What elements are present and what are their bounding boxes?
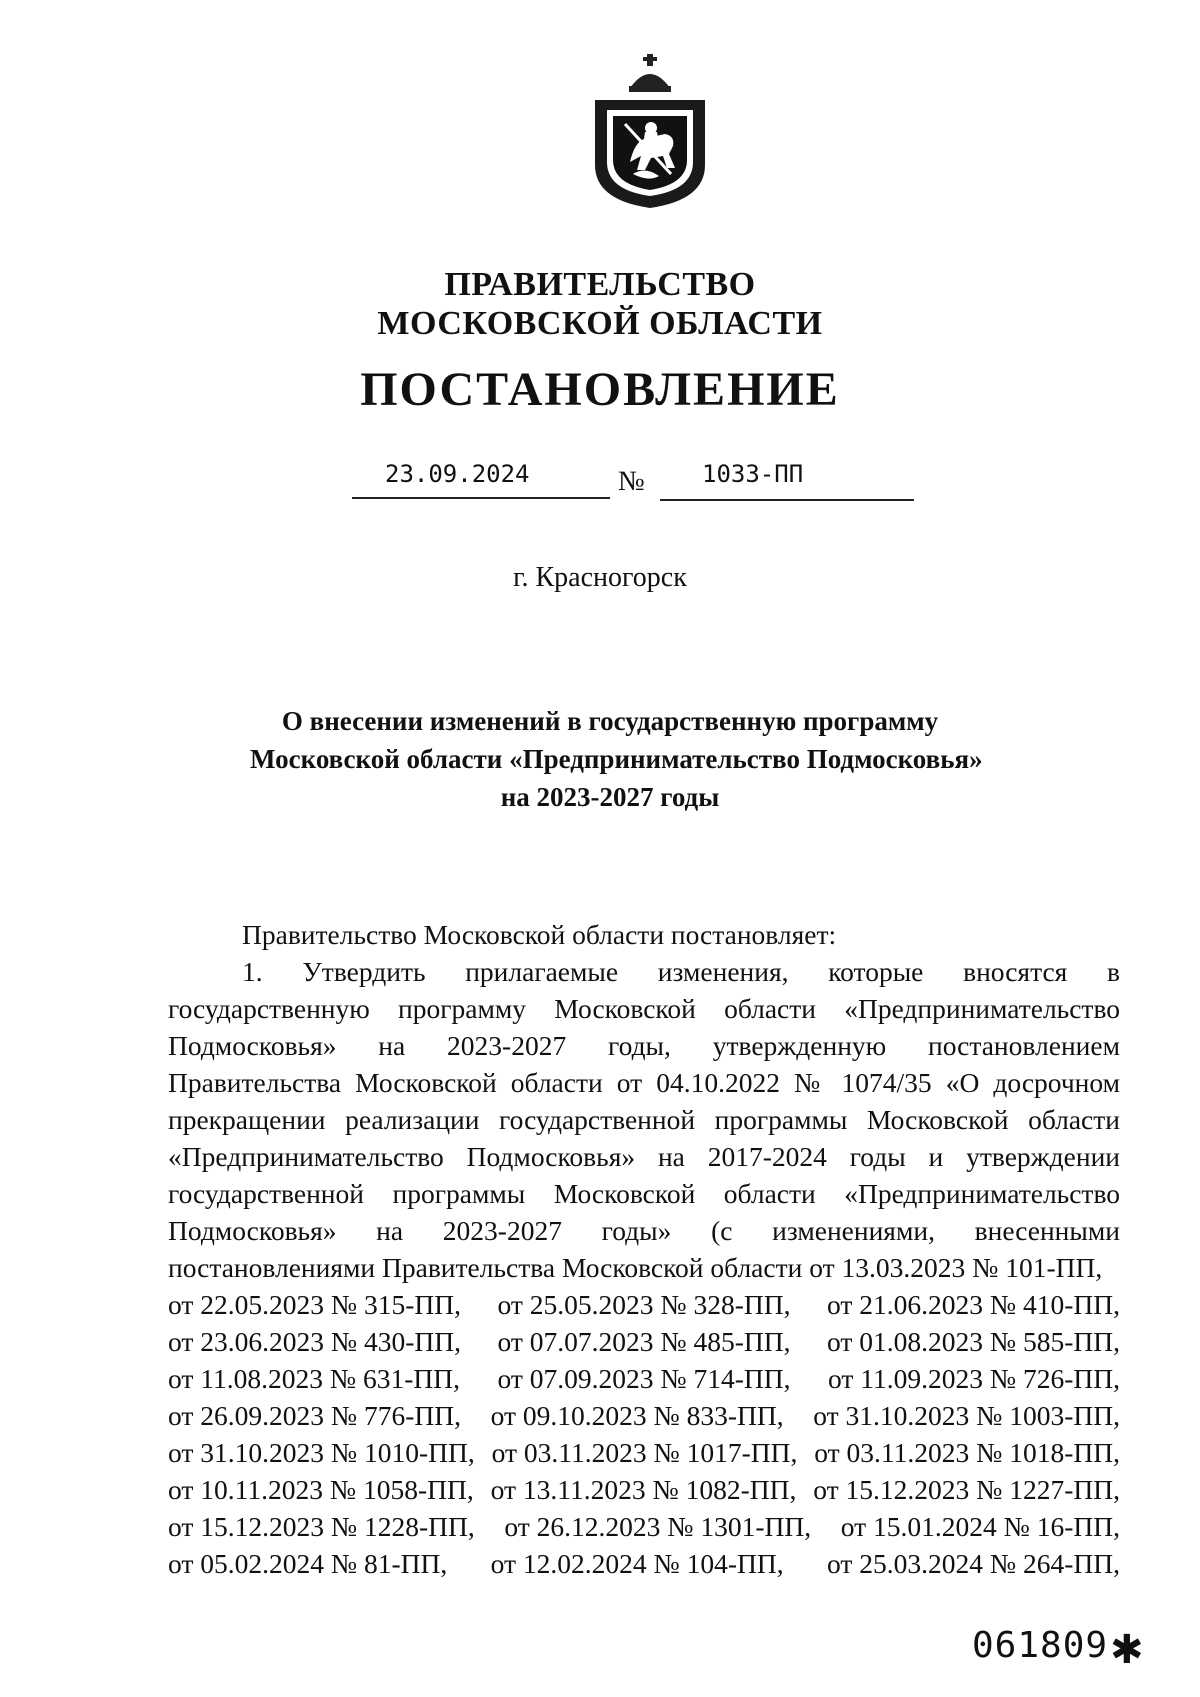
amendment-reference: от 25.05.2023 № 328-ПП, — [497, 1289, 791, 1320]
amendment-reference: от 11.08.2023 № 631-ПП, — [168, 1363, 460, 1394]
amendment-reference: от 05.02.2024 № 81-ПП, — [168, 1548, 448, 1579]
amendment-row — [168, 1397, 1120, 1434]
document-serial-number: 061809 — [972, 1625, 1109, 1666]
date-underline — [352, 497, 610, 499]
subject-line-2: Московской области «Предпринимательство Подмосковья» — [250, 744, 983, 774]
amendment-reference: от 10.11.2023 № 1058-ПП, — [168, 1474, 474, 1505]
number-sign: № — [618, 466, 645, 497]
document-subject — [250, 702, 983, 816]
amendment-reference: от 21.06.2023 № 410-ПП, — [826, 1289, 1120, 1320]
amendment-reference: от 07.09.2023 № 714-ПП, — [497, 1363, 791, 1394]
amendment-reference: от 22.05.2023 № 315-ПП, — [168, 1289, 462, 1320]
amendment-row — [168, 1508, 1120, 1545]
amendment-row — [168, 1360, 1120, 1397]
amendment-reference: от 15.12.2023 № 1228-ПП, — [168, 1511, 475, 1542]
subject-line-3: на 2023-2027 годы — [500, 782, 720, 812]
org-name-line1: ПРАВИТЕЛЬСТВО — [444, 266, 756, 303]
amendment-row — [168, 1434, 1120, 1471]
document-number: 1033-ПП — [702, 460, 804, 488]
amendment-reference: от 15.01.2024 № 16-ПП, — [840, 1511, 1120, 1542]
amendment-reference: от 12.02.2024 № 104-ПП, — [490, 1548, 784, 1579]
amendment-row — [168, 1286, 1120, 1323]
amendment-row — [168, 1545, 1120, 1582]
amendment-reference: от 26.12.2023 № 1301-ПП, — [504, 1511, 812, 1542]
document-type-title: ПОСТАНОВЛЕНИЕ — [360, 363, 840, 416]
amendment-reference: от 26.09.2023 № 776-ПП, — [168, 1400, 462, 1431]
amendment-reference: от 15.12.2023 № 1227-ПП, — [813, 1474, 1120, 1505]
amendment-reference: от 31.10.2023 № 1010-ПП, — [168, 1437, 475, 1468]
amendment-reference: от 09.10.2023 № 833-ПП, — [490, 1400, 784, 1431]
amendment-reference: от 01.08.2023 № 585-ПП, — [826, 1326, 1120, 1357]
amendment-row — [168, 1323, 1120, 1360]
amendment-reference: от 25.03.2024 № 264-ПП, — [826, 1548, 1120, 1579]
amendment-reference: от 23.06.2023 № 430-ПП, — [168, 1326, 462, 1357]
number-underline — [660, 499, 914, 501]
org-name-line2: МОСКОВСКОЙ ОБЛАСТИ — [377, 305, 823, 342]
amendment-reference: от 03.11.2023 № 1018-ПП, — [814, 1437, 1120, 1468]
subject-line-1: О внесении изменений в государственную программу — [281, 706, 939, 736]
preamble-paragraph: Правительство Московской области постановляет: — [242, 919, 837, 950]
amendment-reference: от 31.10.2023 № 1003-ПП, — [813, 1400, 1120, 1431]
city-name: г. Красногорск — [513, 562, 687, 593]
asterisk-mark-icon: ✱ — [1110, 1627, 1144, 1673]
document-body — [168, 916, 1120, 1582]
amendment-reference: от 03.11.2023 № 1017-ПП, — [491, 1437, 798, 1468]
amendment-row — [168, 1471, 1120, 1508]
document-date: 23.09.2024 — [385, 460, 530, 488]
amendments-list — [168, 1286, 1120, 1582]
amendment-reference: от 07.07.2023 № 485-ПП, — [497, 1326, 791, 1357]
amendment-reference: от 11.09.2023 № 726-ПП, — [828, 1363, 1120, 1394]
item-1-paragraph: 1. Утвердить прилагаемые изменения, которые вносятся в государственную программу Московской области «Предпринимательство Подмосковья» на 2023-2027 годы, утвержденную постановлением Правительства Московской области от 04.10.2022 № 1074/35 «О досрочном прекращении реализации государственной программы Московской области «Предпринимательство Подмосковья» на 2017-2024 годы и утверждении государственной программы Московской области «Предпринимательство Подмосковья» на 2023-2027 годы» (с изменениями, внесенными постановлениями Правительства Московской области от 13.03.2023 № 101-ПП, — [168, 956, 1120, 1283]
amendment-reference: от 13.11.2023 № 1082-ПП, — [490, 1474, 797, 1505]
coat-of-arms-icon — [585, 50, 715, 210]
